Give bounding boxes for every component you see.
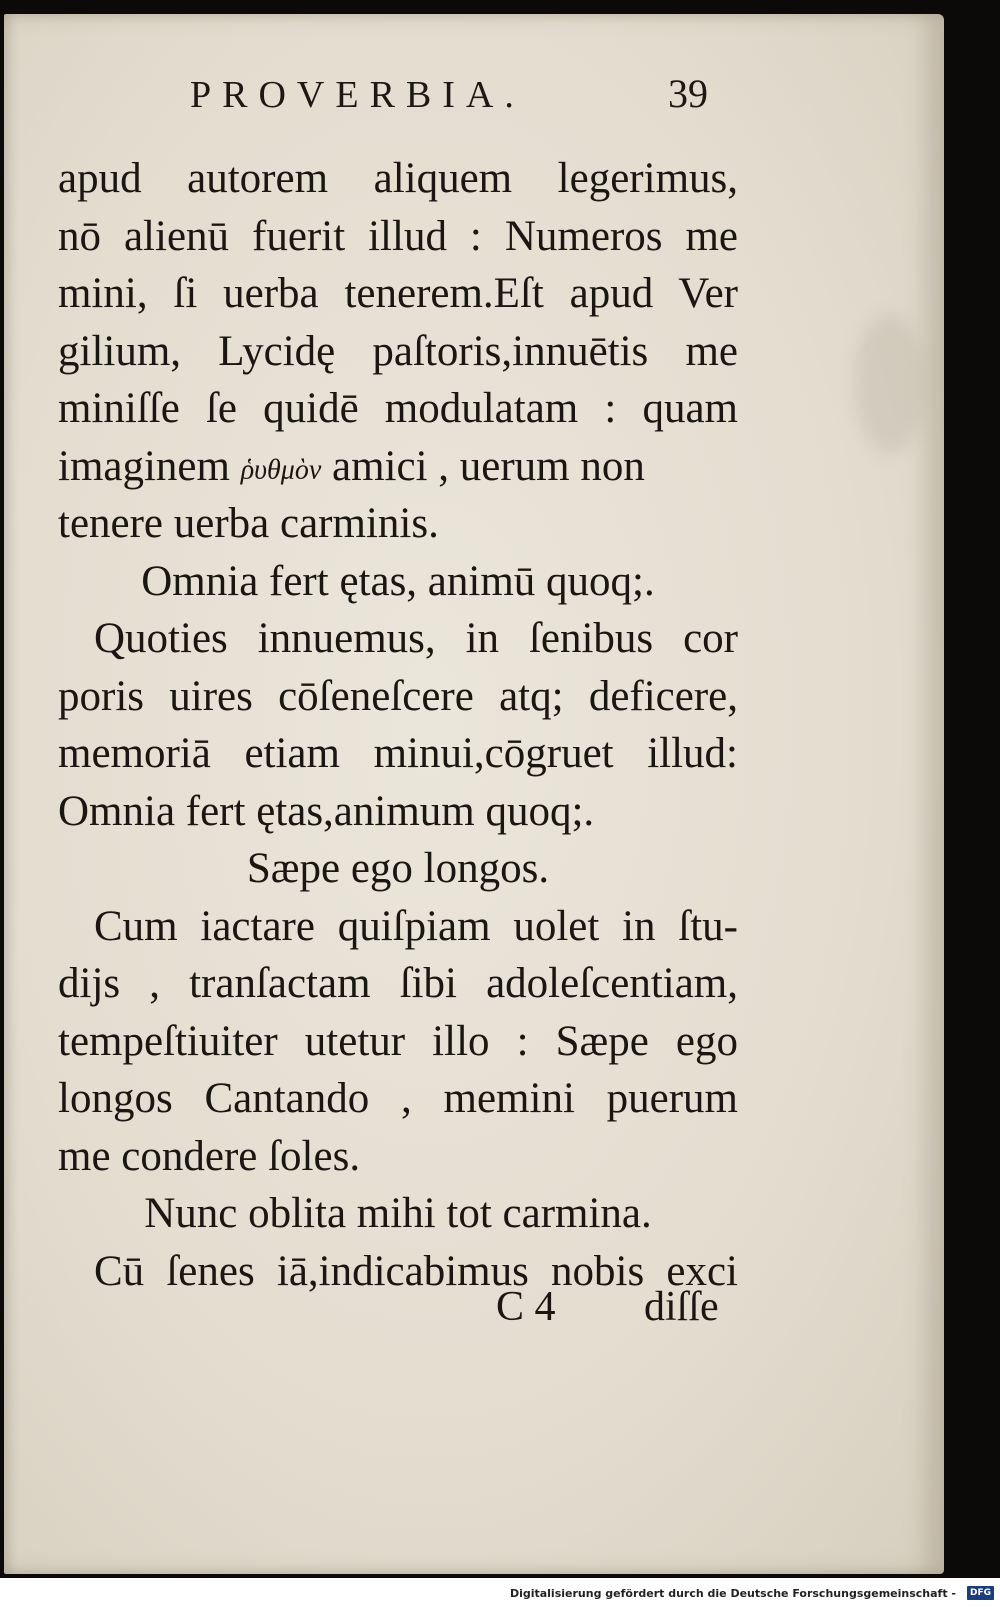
book-page (4, 14, 944, 1574)
text-fragment: amici , uerum non (332, 442, 645, 490)
text-line: dijs , tranſactam ſibi adoleſcentiam, (58, 960, 738, 1007)
text-line: longos Cantando , memini puerum (58, 1075, 738, 1122)
text-line: Quoties innuemus, in ſenibus cor (94, 615, 738, 662)
text-line: mini, ſi uerba tenerem.Eſt apud Ver (58, 270, 738, 317)
text-line: Cum iactare quiſpiam uolet in ſtu- (94, 902, 738, 950)
text-line: nō alienū fuerit illud : Numeros me (58, 212, 738, 260)
text-line: tempeſtiuiter utetur illo : Sæpe ego (58, 1017, 738, 1065)
text-line: miniſſe ſe quidē modulatam : quam (58, 385, 738, 432)
main-text (58, 150, 738, 1300)
text-line: gilium, Lycidę paſtoris,innuētis me (58, 327, 738, 375)
text-line: tenere uerba carminis. (58, 500, 439, 547)
proverb-heading: Sæpe ego longos. (246, 845, 550, 892)
text-fragment: imaginem (58, 442, 230, 490)
text-line: apud autorem aliquem legerimus, (58, 155, 738, 202)
page-stain (854, 314, 924, 454)
text-line-with-greek (58, 438, 738, 496)
catchword: diſſe (644, 1284, 719, 1330)
text-line: Cū ſenes iā,indicabimus nobis exci (94, 1247, 738, 1295)
dfg-logo: DFG (967, 1586, 994, 1600)
text-line: poris uires cōſeneſcere atq; deficere, (58, 672, 738, 720)
page-number: 39 (668, 71, 708, 116)
text-line: me condere ſoles. (58, 1132, 361, 1180)
running-title: PROVERBIA. (190, 74, 525, 116)
signature-mark: C 4 (496, 1284, 556, 1330)
greek-word: ῥυθμὸν (240, 453, 322, 485)
text-line: memoriā etiam minui,cōgruet illud: (58, 730, 738, 777)
funding-credit: Digitalisierung gefördert durch die Deutsche Forschungsgemeinschaft - (509, 1587, 956, 1600)
proverb-heading: Omnia fert ętas, animū quoq;. (141, 557, 655, 605)
text-line: Omnia fert ętas,animum quoq;. (58, 787, 595, 835)
footer-bar (0, 1578, 1000, 1610)
proverb-heading: Nunc oblita mihi tot carmina. (144, 1190, 652, 1237)
